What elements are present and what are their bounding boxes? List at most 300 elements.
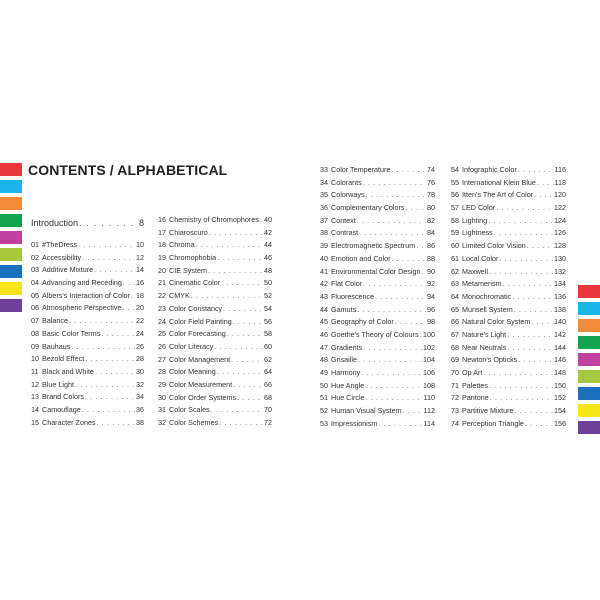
toc-entry-label: Color Temperature <box>331 165 391 174</box>
toc-entry-number: 71 <box>451 380 459 390</box>
toc-entry[interactable] <box>31 380 144 393</box>
toc-entry[interactable] <box>158 355 272 368</box>
leader-dots <box>489 381 553 390</box>
leader-dots <box>78 240 135 249</box>
toc-entry-number: 10 <box>31 354 39 364</box>
toc-entry[interactable] <box>320 279 435 292</box>
toc-entry-number: 70 <box>451 368 459 377</box>
color-tab <box>0 214 22 227</box>
toc-entry-label: Flat Color <box>331 279 363 289</box>
toc-entry[interactable] <box>158 342 272 355</box>
toc-entry[interactable] <box>31 278 144 291</box>
toc-entry-number: 65 <box>451 304 459 314</box>
toc-entry-label: Black and White <box>42 366 94 376</box>
color-tab <box>0 299 22 312</box>
toc-entry-label: Itten's The Art of Color <box>462 190 534 200</box>
toc-column-4 <box>451 165 566 431</box>
color-tab <box>0 248 22 261</box>
toc-entry-page: 110 <box>423 393 435 403</box>
toc-entry-label: Color Constancy <box>169 303 223 313</box>
toc-entry[interactable] <box>158 304 272 317</box>
toc-entry[interactable] <box>31 253 144 266</box>
toc-entry[interactable] <box>451 165 566 178</box>
toc-entry-label: Bezold Effect <box>42 354 85 364</box>
toc-entry[interactable] <box>158 228 272 241</box>
toc-entry-number: 35 <box>320 190 328 200</box>
toc-entry-number: 39 <box>320 241 328 251</box>
toc-entry-page: 78 <box>427 190 435 200</box>
toc-entry[interactable] <box>31 418 144 431</box>
leader-dots <box>406 203 427 212</box>
toc-entry-number: 11 <box>31 366 39 376</box>
toc-entry-page: 108 <box>423 380 435 390</box>
toc-entry-label: Hue Angle <box>331 380 365 390</box>
color-tab <box>0 265 22 278</box>
toc-entry[interactable] <box>158 266 272 279</box>
toc-entry-page: 126 <box>554 228 566 238</box>
toc-entry-label: Monochromatic <box>462 291 512 301</box>
toc-entry-page: 150 <box>554 380 566 390</box>
toc-entry-page: 46 <box>264 253 272 263</box>
leader-dots <box>488 216 553 225</box>
toc-entry-number: 37 <box>320 215 328 225</box>
toc-entry-page: 144 <box>554 342 566 352</box>
leader-dots <box>123 278 135 287</box>
toc-entry-label: Complementary Colors <box>331 203 405 213</box>
toc-entry-number: 12 <box>31 379 39 389</box>
toc-entry-label: Camouflage <box>42 404 81 414</box>
toc-entry-label: Geography of Color <box>331 317 394 327</box>
toc-entry[interactable] <box>320 178 435 191</box>
toc-entry-label: Blue Light <box>42 379 74 389</box>
toc-entry-label: Albers's Interaction of Color <box>42 290 131 300</box>
toc-entry[interactable] <box>158 380 272 393</box>
toc-entry-number: 52 <box>320 406 328 416</box>
toc-entry-label: Maxwell <box>462 266 488 276</box>
toc-entry-number: 26 <box>158 341 166 351</box>
toc-entry-label: Local Color <box>462 253 499 263</box>
leader-dots <box>534 190 553 199</box>
toc-entry-label: Advancing and Receding <box>42 278 122 288</box>
toc-entry-page: 80 <box>427 203 435 213</box>
toc-entry-number: 08 <box>31 328 39 338</box>
leader-dots <box>363 343 422 352</box>
toc-entry[interactable] <box>320 254 435 267</box>
toc-entry-label: Balance <box>42 316 68 326</box>
color-tab <box>0 197 22 210</box>
leader-dots <box>69 316 135 325</box>
toc-entry-label: Op Art <box>462 368 483 377</box>
toc-entry-label: Lightness <box>462 228 493 238</box>
leader-dots <box>358 355 422 364</box>
leader-dots <box>403 406 423 415</box>
toc-entry-number: 57 <box>451 203 459 213</box>
toc-entry-label: Brand Colors <box>42 392 84 402</box>
toc-entry[interactable] <box>320 165 435 178</box>
leader-dots <box>527 241 553 250</box>
toc-entry-page: 32 <box>136 379 144 389</box>
toc-entry-number: 73 <box>451 406 459 416</box>
toc-entry-label: Near Neutrals <box>462 342 507 352</box>
toc-entry-page: 68 <box>264 392 272 402</box>
toc-entry-label: Chromophobia <box>169 253 217 263</box>
toc-entry[interactable] <box>158 240 272 253</box>
leader-dots <box>359 228 426 237</box>
toc-entry-page: 124 <box>554 215 566 225</box>
toc-entry-label: Perception Triangle <box>462 418 524 428</box>
toc-entry-number: 63 <box>451 279 459 289</box>
toc-entry[interactable] <box>31 342 144 355</box>
toc-entry-number: 38 <box>320 228 328 238</box>
toc-entry-number: 13 <box>31 392 39 402</box>
toc-entry[interactable] <box>451 228 566 241</box>
leader-dots <box>518 165 554 174</box>
toc-entry-label: Infographic Color <box>462 165 517 174</box>
leader-dots <box>420 330 422 339</box>
toc-entry-page: 102 <box>423 342 435 352</box>
toc-entry-page: 114 <box>423 418 435 428</box>
leader-dots <box>191 291 263 300</box>
toc-entry-number: 67 <box>451 329 459 339</box>
toc-entry-label: Colorants <box>331 177 362 187</box>
toc-entry-label: Color Literacy <box>169 341 214 351</box>
toc-entry[interactable] <box>320 368 435 381</box>
toc-entry-number: 62 <box>451 266 459 276</box>
toc-entry-label: Hue Circle <box>331 393 365 403</box>
leader-dots <box>395 317 426 326</box>
toc-entry-page: 40 <box>264 215 272 224</box>
toc-entry[interactable] <box>451 305 566 318</box>
toc-entry-page: 52 <box>264 291 272 301</box>
toc-entry-label: Contrast <box>331 228 359 238</box>
toc-entry-number: 48 <box>320 355 328 365</box>
toc-entry-number: 64 <box>451 291 459 301</box>
toc-entry[interactable] <box>451 241 566 254</box>
leader-dots <box>357 216 426 225</box>
toc-entry[interactable] <box>31 316 144 329</box>
toc-entry[interactable] <box>158 405 272 418</box>
color-tab <box>578 370 600 383</box>
toc-entry-label: CIE System <box>169 265 207 275</box>
toc-entry[interactable] <box>320 203 435 216</box>
toc-entry[interactable] <box>451 216 566 229</box>
toc-entry-number: 19 <box>158 253 166 263</box>
toc-entry-page: 92 <box>427 279 435 289</box>
toc-entry-label: #TheDress <box>42 240 78 249</box>
leader-dots <box>94 265 135 274</box>
toc-entry[interactable] <box>320 330 435 343</box>
toc-entry-number: 68 <box>451 342 459 352</box>
toc-entry[interactable] <box>31 303 144 316</box>
toc-entry-number: 09 <box>31 341 39 351</box>
toc-entry[interactable] <box>320 355 435 368</box>
toc-entry-number: 29 <box>158 379 166 389</box>
leader-dots <box>85 392 135 401</box>
leader-dots <box>233 317 263 326</box>
toc-entry[interactable] <box>451 368 566 381</box>
toc-entry[interactable] <box>158 367 272 380</box>
toc-entry-page: 50 <box>264 278 272 288</box>
toc-entry-label: Atmospheric Perspective <box>42 303 122 313</box>
toc-entry[interactable] <box>31 354 144 367</box>
toc-entry-page: 154 <box>554 406 566 416</box>
toc-entry-number: 30 <box>158 392 166 402</box>
toc-entry-number: 21 <box>158 278 166 288</box>
toc-entry-number: 53 <box>320 418 328 428</box>
toc-entry-page: 88 <box>427 253 435 263</box>
toc-entry[interactable] <box>320 343 435 356</box>
leader-dots <box>507 330 553 339</box>
color-tab <box>578 421 600 434</box>
toc-entry[interactable] <box>320 241 435 254</box>
leader-dots <box>219 418 263 427</box>
leader-dots <box>221 278 263 287</box>
toc-entry[interactable] <box>158 278 272 291</box>
toc-entry[interactable] <box>320 419 435 432</box>
toc-entry[interactable] <box>451 279 566 292</box>
toc-entry-label: Chemistry of Chromophores <box>169 215 259 224</box>
toc-entry[interactable] <box>158 215 272 228</box>
toc-entry[interactable] <box>320 216 435 229</box>
toc-entry-number: 34 <box>320 177 328 187</box>
toc-entry-page: 10 <box>136 240 144 249</box>
toc-entry[interactable] <box>451 190 566 203</box>
toc-entry[interactable] <box>158 329 272 342</box>
toc-entry-label: CMYK <box>169 291 190 301</box>
toc-entry[interactable] <box>451 203 566 216</box>
toc-entry-label: Color Management <box>169 354 231 364</box>
leader-dots <box>363 279 426 288</box>
toc-entry-number: 04 <box>31 278 39 288</box>
toc-entry-number: 33 <box>320 165 328 174</box>
toc-entry-label: Introduction <box>31 218 79 228</box>
toc-entry[interactable] <box>31 240 144 253</box>
toc-entry[interactable] <box>158 317 272 330</box>
toc-entry-number: 55 <box>451 177 459 187</box>
toc-entry[interactable] <box>320 406 435 419</box>
toc-entry-page: 116 <box>554 165 566 174</box>
toc-entry-number: 51 <box>320 393 328 403</box>
toc-entry[interactable] <box>451 419 566 432</box>
toc-entry-page: 118 <box>554 177 566 187</box>
toc-entry-page: 30 <box>136 366 144 376</box>
color-tab <box>0 282 22 295</box>
toc-entry[interactable] <box>451 343 566 356</box>
toc-entry-number: 60 <box>451 241 459 251</box>
toc-entry-page: 82 <box>427 215 435 225</box>
leader-dots <box>214 342 263 351</box>
toc-entry[interactable] <box>451 267 566 280</box>
toc-entry-page: 142 <box>554 329 566 339</box>
toc-entry[interactable] <box>451 393 566 406</box>
toc-entry[interactable] <box>320 267 435 280</box>
toc-entry[interactable] <box>31 392 144 405</box>
leader-dots <box>512 292 553 301</box>
toc-entry-page: 98 <box>427 317 435 327</box>
leader-dots <box>361 368 422 377</box>
toc-entry-label: Gradients <box>331 342 363 352</box>
toc-entry[interactable] <box>320 381 435 394</box>
toc-entry-number: 40 <box>320 253 328 263</box>
toc-entry-page: 14 <box>136 265 144 275</box>
toc-entry-number: 45 <box>320 317 328 327</box>
leader-dots <box>217 367 263 376</box>
color-tab <box>578 285 600 298</box>
toc-entry-label: Character Zones <box>42 417 96 427</box>
leader-dots <box>391 165 426 174</box>
leader-dots <box>514 305 553 314</box>
toc-entry-label: Chiaroscuro <box>169 227 208 237</box>
color-tab <box>0 180 22 193</box>
toc-entry-number: 18 <box>158 240 166 250</box>
toc-entry-number: 05 <box>31 290 39 300</box>
toc-entry-label: Nature's Light <box>462 329 507 339</box>
toc-entry-number: 54 <box>451 165 459 174</box>
toc-entry-label: Lighting <box>462 215 488 225</box>
toc-entry-label: Harmony <box>331 368 361 377</box>
toc-entry[interactable] <box>451 330 566 343</box>
toc-entry-number: 61 <box>451 253 459 263</box>
toc-entry-label: Palettes <box>462 380 488 390</box>
toc-entry-page: 48 <box>264 265 272 275</box>
toc-entry-page: 12 <box>136 252 144 262</box>
toc-entry[interactable] <box>451 254 566 267</box>
toc-entry[interactable] <box>451 381 566 394</box>
toc-entry-label: Color Scales <box>169 405 210 415</box>
toc-entry-number: 74 <box>451 418 459 428</box>
toc-entry-label: Newton's Opticks <box>462 355 518 365</box>
toc-entry-label: Natural Color System <box>462 317 531 327</box>
toc-entry-number: 32 <box>158 418 166 427</box>
toc-entry-page: 148 <box>554 368 566 377</box>
leader-dots <box>392 254 426 263</box>
toc-entry-label: Electromagnetic Spectrum <box>331 241 416 251</box>
leader-dots <box>71 342 135 351</box>
leader-dots <box>82 405 135 414</box>
toc-entry[interactable] <box>451 178 566 191</box>
leader-dots <box>363 178 426 187</box>
color-tabs-left <box>0 163 22 316</box>
toc-entry-page: 70 <box>264 405 272 415</box>
toc-entry-number: 14 <box>31 404 39 414</box>
leader-dots <box>375 292 426 301</box>
toc-entry-page: 146 <box>554 355 566 365</box>
toc-entry-page: 34 <box>136 392 144 402</box>
toc-entry[interactable] <box>320 292 435 305</box>
toc-entry[interactable] <box>158 253 272 266</box>
toc-entry-page: 132 <box>554 266 566 276</box>
toc-entry-number: 20 <box>158 265 166 275</box>
toc-entry-number: 66 <box>451 317 459 327</box>
toc-entry[interactable] <box>320 190 435 203</box>
leader-dots <box>97 418 135 427</box>
toc-entry-number: 06 <box>31 303 39 313</box>
toc-entry[interactable] <box>31 329 144 342</box>
toc-entry-page: 138 <box>554 304 566 314</box>
leader-dots <box>75 380 135 389</box>
toc-entry[interactable] <box>158 393 272 406</box>
toc-entry-label: Color Schemes <box>169 418 219 427</box>
toc-entry-page: 122 <box>554 203 566 213</box>
toc-entry[interactable] <box>320 228 435 241</box>
toc-entry-page: 20 <box>136 303 144 313</box>
color-tab <box>578 336 600 349</box>
toc-entry-page: 106 <box>423 368 435 377</box>
leader-dots <box>503 279 553 288</box>
toc-entry-number: 46 <box>320 329 328 339</box>
toc-entry-number: 02 <box>31 252 39 262</box>
toc-entry[interactable] <box>31 291 144 304</box>
toc-entry-label: Metamerism <box>462 279 502 289</box>
toc-entry[interactable] <box>31 405 144 418</box>
leader-dots <box>507 343 553 352</box>
toc-entry-page: 86 <box>427 241 435 251</box>
leader-dots <box>227 329 263 338</box>
toc-entry-page: 38 <box>136 417 144 427</box>
toc-entry[interactable] <box>320 305 435 318</box>
toc-entry-number: 42 <box>320 279 328 289</box>
toc-entry[interactable] <box>320 317 435 330</box>
leader-dots <box>494 228 553 237</box>
color-tab <box>578 319 600 332</box>
color-tab <box>578 387 600 400</box>
toc-entry[interactable] <box>158 418 272 431</box>
leader-dots <box>95 367 135 376</box>
leader-dots <box>357 305 426 314</box>
leader-dots <box>366 393 423 402</box>
leader-dots <box>537 178 554 187</box>
toc-entry-label: Emotion and Color <box>331 253 391 263</box>
toc-entry-page: 134 <box>554 279 566 289</box>
leader-dots <box>233 380 263 389</box>
toc-entry-label: International Klein Blue <box>462 177 536 187</box>
toc-entry-page: 84 <box>427 228 435 238</box>
toc-entry[interactable] <box>451 406 566 419</box>
toc-entry-label: Color Order Systems <box>169 392 237 402</box>
leader-dots <box>82 253 135 262</box>
toc-entry-page: 90 <box>427 266 435 276</box>
toc-entry[interactable] <box>451 317 566 330</box>
toc-entry-label: Basic Color Terms <box>42 328 101 338</box>
leader-dots <box>208 266 263 275</box>
toc-entry-number: 17 <box>158 227 166 237</box>
toc-entry-number: 69 <box>451 355 459 365</box>
toc-entry-introduction[interactable] <box>31 218 144 234</box>
toc-entry[interactable] <box>158 291 272 304</box>
toc-entry-page: 156 <box>554 418 566 428</box>
toc-entry-label: Limited Color Vision <box>462 241 526 251</box>
toc-entry-label: Color Meaning <box>169 367 216 377</box>
toc-entry[interactable] <box>31 367 144 380</box>
toc-entry[interactable] <box>320 393 435 406</box>
toc-entry-page: 128 <box>554 241 566 251</box>
toc-entry-label: Colorways <box>331 190 365 200</box>
toc-entry-number: 44 <box>320 304 328 314</box>
toc-entry-page: 42 <box>264 227 272 237</box>
leader-dots <box>209 228 263 237</box>
toc-entry[interactable] <box>31 265 144 278</box>
toc-entry-page: 36 <box>136 404 144 414</box>
leader-dots <box>79 218 138 228</box>
toc-entry-number: 50 <box>320 380 328 390</box>
toc-entry-page: 26 <box>136 341 144 351</box>
page-title: CONTENTS / ALPHABETICAL <box>28 162 228 178</box>
toc-entry-page: 24 <box>136 328 144 338</box>
toc-entry-number: 27 <box>158 354 166 364</box>
toc-entry[interactable] <box>451 292 566 305</box>
toc-entry[interactable] <box>451 355 566 368</box>
leader-dots <box>223 304 263 313</box>
